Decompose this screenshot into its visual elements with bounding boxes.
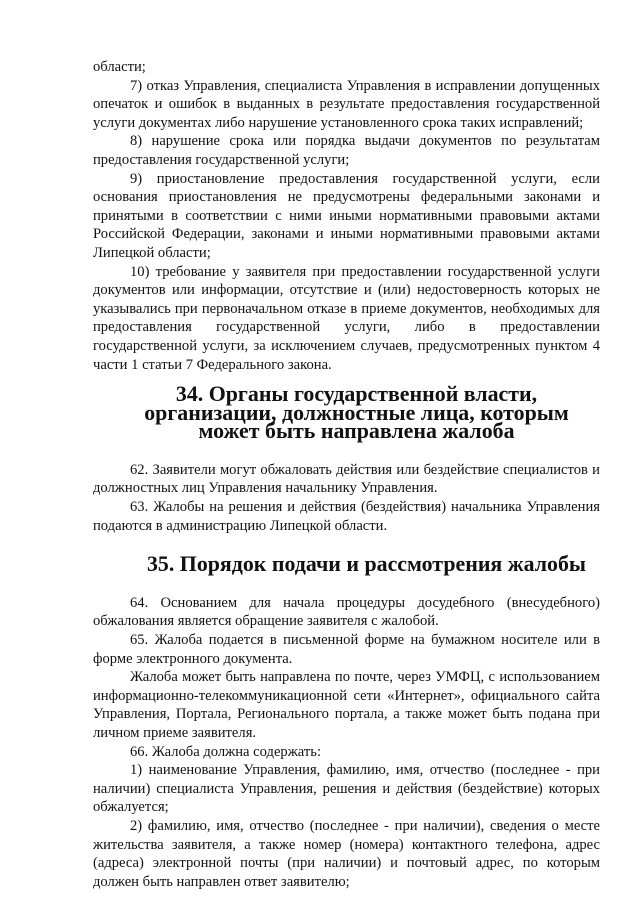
paragraph-continuation: области; <box>93 59 146 75</box>
paragraph-item-8: 8) нарушение срока или порядка выдачи документов по результатам предоставления государственной услуги; <box>93 133 600 168</box>
paragraph-63: 63. Жалобы на решения и действия (бездействия) начальника Управления подаются в администрацию Липецкой области. <box>93 499 600 534</box>
paragraph-65-channels: Жалоба может быть направлена по почте, через УМФЦ, с использованием информационно-телекоммуникационной сети «Интернет», официального сайта Управления, Портала, Регионального портала, а также может быть подана при личном приеме заявителя. <box>93 669 600 741</box>
paragraph-66-item-1: 1) наименование Управления, фамилию, имя, отчество (последнее - при наличии) специалиста Управления, решения и действия (бездействие) которых обжалуется; <box>93 762 600 816</box>
paragraph-66: 66. Жалоба должна содержать: <box>130 743 321 760</box>
paragraph-62: 62. Заявители могут обжаловать действия или бездействие специалистов и должностных лиц Управления начальнику Управления. <box>93 461 600 497</box>
paragraph-66-item-2: 2) фамилию, имя, отчество (последнее - при наличии), сведения о месте жительства заявителя, а также номер (номера) контактного телефона, адрес (адреса) электронной почты (при наличии) и почтовый адрес, по которым должен быть направлен ответ заявителю; <box>93 817 600 890</box>
paragraph-item-9: 9) приостановление предоставления государственной услуги, если основания приостановления не предусмотрены федеральными законами и принятыми в соответствии с ними иными нормативными правовыми актами Российской Федерации, законами и иными нормативными правовыми актами Липецкой области; <box>93 170 600 261</box>
section-heading-35: 35. Порядок подачи и рассмотрения жалобы <box>146 551 587 577</box>
paragraph-64: 64. Основанием для начала процедуры досудебного (внесудебного) обжалования является обращение заявителя с жалобой. <box>93 594 600 630</box>
paragraph-item-7: 7) отказ Управления, специалиста Управления в исправлении допущенных опечаток и ошибок в выданных в результате предоставления государственной услуги документах либо нарушение установленного срока таких исправлений; <box>93 77 600 131</box>
paragraph-65: 65. Жалоба подается в письменной форме на бумажном носителе или в форме электронного документа. <box>93 632 600 667</box>
section-heading-34: 34. Органы государственной власти, организации, должностные лица, которым может быть направлена жалоба <box>144 381 569 444</box>
paragraph-item-10: 10) требование у заявителя при предоставлении государственной услуги документов или информации, отсутствие и (или) недостоверность которых не указывались при первоначальном отказе в приеме документов, необходимых для предоставления государственной услуги, либо в предоставлении государственной услуги, за исключением случаев, предусмотренных пунктом 4 части 1 статьи 7 Федерального закона. <box>93 263 600 373</box>
